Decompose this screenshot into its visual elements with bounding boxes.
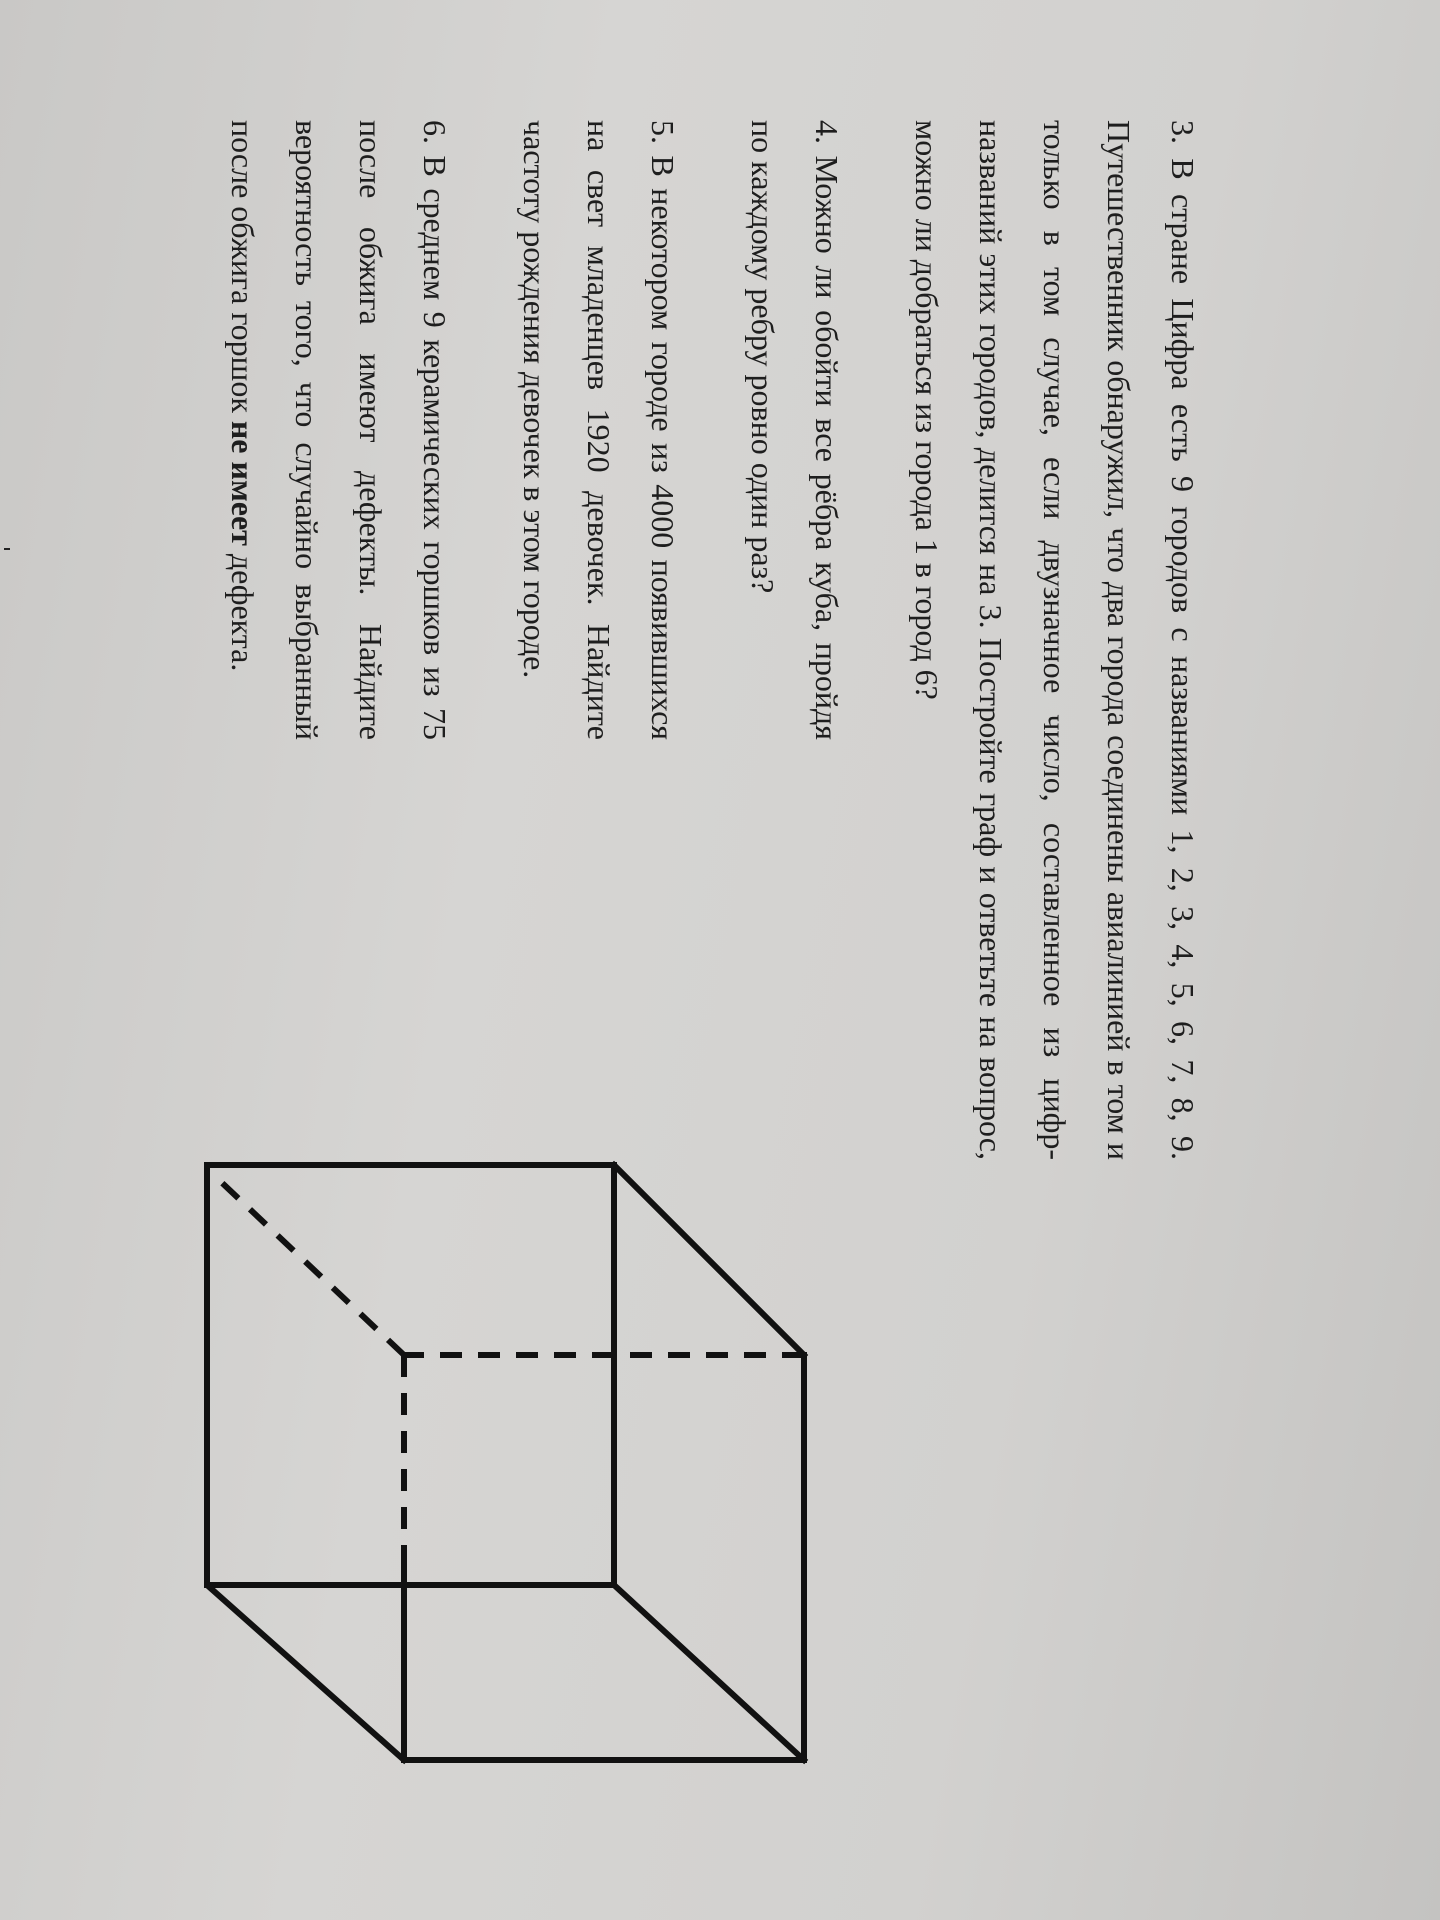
problem-6-text-before: 6. В среднем 9 керамических горшков из 75 после обжига имеют дефекты. Найдите вероятность того, что случайно выбранный после обжига горшок: [225, 120, 453, 740]
cube-figure: [204, 1160, 844, 1790]
problem-6-text-after: дефекта.: [225, 545, 261, 672]
cube-hidden-diagonal-edge: [219, 1180, 404, 1355]
problem-3: 3. В стране Цифра есть 9 городов с названиями 1, 2, 3, 4, 5, 6, 7, 8, 9. Путешественник обнаружил, что два города соединены авиалинией в том и только в том случае, если двузначное число, составленное из цифр-названий этих городов, делится на 3. Постройте граф и ответьте на вопрос, можно ли добраться из города 1 в город 6?: [909, 120, 1201, 1160]
problem-5: 5. В некотором городе из 4000 появившихся на свет младенцев 1920 девочек. Найдите частоту рождения девочек в этом городе.: [517, 120, 681, 740]
cube-edge-top-right: [614, 1585, 804, 1760]
cube-edge-top-left: [614, 1165, 804, 1355]
cube-front-face: [207, 1165, 614, 1585]
problem-list: [175, 120, 1215, 1160]
cube-edge-bottom-right: [207, 1585, 404, 1760]
problem-6: [211, 120, 467, 740]
stray-pen-mark: [4, 548, 10, 550]
problem-6-bold: не имеет: [225, 420, 261, 546]
problem-4: 4. Можно ли обойти все рёбра куба, пройдя по каждому ребру ровно один раз?: [745, 120, 845, 740]
